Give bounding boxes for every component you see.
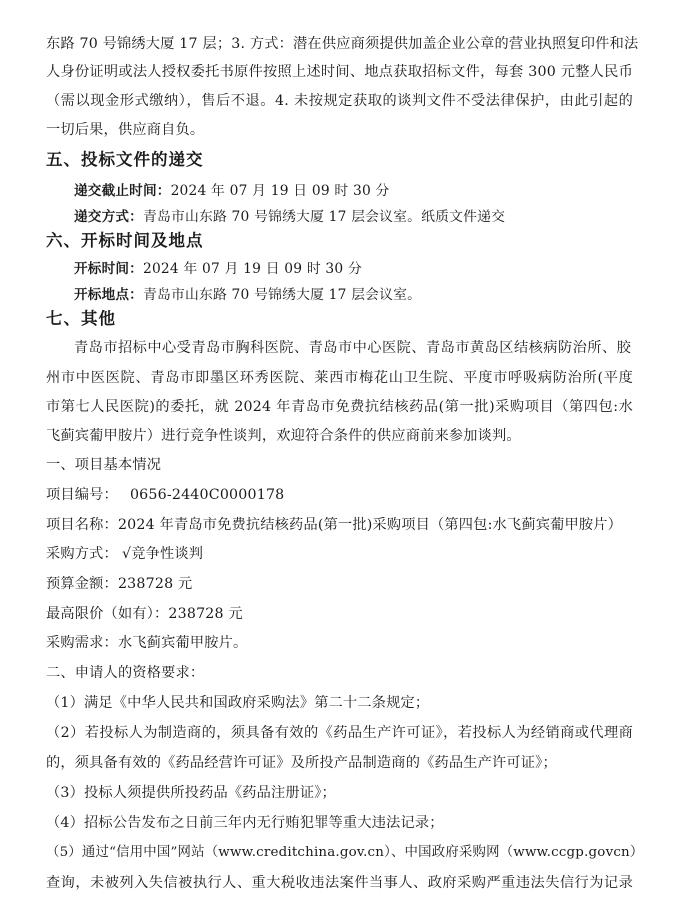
project-name-row bbox=[46, 515, 633, 535]
max-price-label: 最高限价（如有）： bbox=[46, 606, 169, 622]
qualification-line-6: （5）通过“信用中国”网站（www.creditchina.gov.cn）、中国政府采购网（www.ccgp.govcn） bbox=[46, 845, 644, 860]
procurement-method-label: 采购方式： bbox=[46, 546, 118, 562]
budget-row bbox=[46, 574, 633, 594]
project-heading: 一、项目基本情况 bbox=[46, 457, 162, 473]
deadline-row bbox=[74, 181, 633, 201]
method-value: 青岛市山东路 70 号锦绣大厦 17 层会议室。纸质文件递交 bbox=[142, 209, 506, 225]
section7-heading: 七、其他 bbox=[46, 309, 116, 328]
qualification-line-4: （3）投标人须提供所投药品《药品注册证》； bbox=[46, 785, 336, 801]
qualification-line-7: 查询，未被列入失信被执行人、重大税收违法案件当事人、政府采购严重违法失信行为记录 bbox=[46, 875, 633, 891]
qualification-line-3: 的，须具备有效的《药品经营许可证》及所投产品制造商的《药品生产许可证》； bbox=[46, 755, 557, 771]
qualification-line-5: （4）招标公告发布之日前三年内无行贿犯罪等重大违法记录； bbox=[46, 815, 444, 831]
intro-line-2: 人身份证明或法人授权委托书原件按照上述时间、地点获取招标文件，每套 300 元整人民币 bbox=[46, 64, 633, 80]
intro-line-1: 东路 70 号锦绣大厦 17 层；3. 方式：潜在供应商须提供加盖企业公章的营业执照复印件和法 bbox=[46, 36, 639, 52]
method-label: 递交方式： bbox=[74, 209, 143, 225]
procurement-need-row bbox=[46, 633, 633, 653]
section7-line-3: 市第七人民医院)的委托，就 2024 年青岛市免费抗结核药品(第一批)采购项目（第四包:水 bbox=[46, 399, 633, 415]
intro-line-3: （需以现金形式缴纳），售后不退。4. 未按规定获取的谈判文件不受法律保护，由此引起的 bbox=[46, 93, 633, 109]
deadline-label: 递交截止时间： bbox=[74, 183, 171, 199]
project-name-value: 2024 年青岛市免费抗结核药品(第一批)采购项目（第四包:水飞蓟宾葡甲胺片） bbox=[117, 517, 623, 533]
opening-place-label: 开标地点： bbox=[74, 287, 143, 303]
intro-line-4: 一切后果，供应商自负。 bbox=[46, 122, 205, 138]
qualification-heading: 二、申请人的资格要求： bbox=[46, 665, 205, 681]
project-number-label: 项目编号： bbox=[46, 487, 118, 503]
qualification-line-2: （2）若投标人为制造商的，须具备有效的《药品生产许可证》，若投标人为经销商或代理商 bbox=[46, 725, 633, 741]
budget-value: 238728 元 bbox=[117, 576, 193, 592]
procurement-method-value: √竞争性谈判 bbox=[121, 546, 204, 562]
section6-heading: 六、开标时间及地点 bbox=[46, 231, 204, 250]
project-number-value: 0656-2440C0000178 bbox=[129, 487, 285, 503]
procurement-need-label: 采购需求： bbox=[46, 635, 118, 651]
section5-heading: 五、投标文件的递交 bbox=[46, 150, 204, 169]
section7-line-1: 青岛市招标中心受青岛市胸科医院、青岛市中心医院、青岛市黄岛区结核病防治所、胶 bbox=[74, 340, 631, 356]
procurement-need-value: 水飞蓟宾葡甲胺片。 bbox=[117, 635, 248, 651]
opening-place-row bbox=[74, 285, 633, 305]
opening-time-label: 开标时间： bbox=[74, 261, 143, 277]
opening-time-value: 2024 年 07 月 19 日 09 时 30 分 bbox=[142, 261, 362, 277]
max-price-value: 238728 元 bbox=[168, 606, 243, 622]
project-number-row bbox=[46, 485, 633, 505]
max-price-row bbox=[46, 604, 633, 624]
opening-time-row bbox=[74, 259, 633, 279]
budget-label: 预算金额： bbox=[46, 576, 118, 592]
project-name-label: 项目名称： bbox=[46, 517, 118, 533]
section7-line-2: 州市中医医院、青岛市即墨区环秀医院、莱西市梅花山卫生院、平度市呼吸病防治所(平度 bbox=[46, 370, 633, 386]
section7-line-4: 飞蓟宾葡甲胺片）进行竞争性谈判，欢迎符合条件的供应商前来参加谈判。 bbox=[46, 428, 521, 444]
deadline-value: 2024 年 07 月 19 日 09 时 30 分 bbox=[170, 183, 390, 199]
method-row bbox=[74, 207, 633, 227]
procurement-method-row bbox=[46, 544, 633, 564]
qualification-line-1: （1）满足《中华人民共和国政府采购法》第二十二条规定； bbox=[46, 695, 430, 711]
opening-place-value: 青岛市山东路 70 号锦绣大厦 17 层会议室。 bbox=[142, 287, 422, 303]
